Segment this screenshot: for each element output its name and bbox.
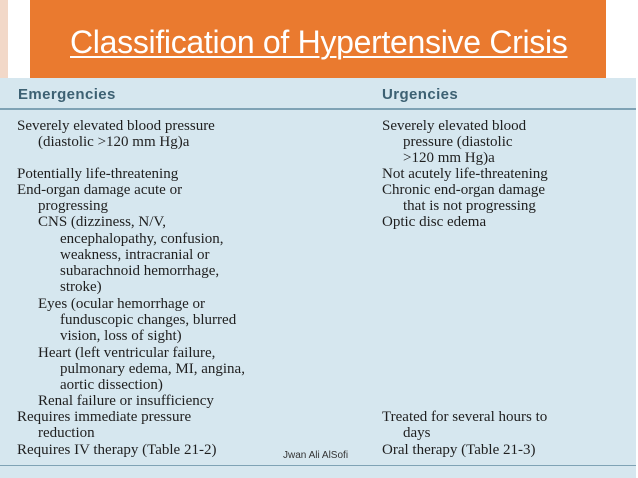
emergency-line: Heart (left ventricular failure, bbox=[38, 345, 216, 361]
table-bottom-divider bbox=[0, 465, 636, 466]
header-divider bbox=[0, 108, 636, 110]
emergency-line: stroke) bbox=[60, 279, 102, 295]
urgency-line: >120 mm Hg)a bbox=[403, 150, 495, 166]
slide-title: Classification of Hypertensive Crisis bbox=[70, 24, 568, 60]
urgency-line: that is not progressing bbox=[403, 198, 536, 214]
urgency-line: Oral therapy (Table 21-3) bbox=[382, 442, 536, 458]
header-emergencies: Emergencies bbox=[18, 86, 116, 103]
emergency-line: aortic dissection) bbox=[60, 377, 163, 393]
emergency-line: progressing bbox=[38, 198, 108, 214]
emergency-line: funduscopic changes, blurred bbox=[60, 312, 237, 328]
left-accent-bar bbox=[0, 0, 8, 78]
emergency-line: End-organ damage acute or bbox=[17, 182, 183, 198]
emergency-line: Severely elevated blood pressure bbox=[17, 118, 215, 134]
title-banner bbox=[30, 0, 606, 78]
urgency-line: days bbox=[403, 425, 431, 441]
emergency-line: reduction bbox=[38, 425, 95, 441]
emergency-line: encephalopathy, confusion, bbox=[60, 231, 224, 247]
emergency-line: Eyes (ocular hemorrhage or bbox=[38, 296, 206, 312]
emergency-line: Potentially life-threatening bbox=[17, 166, 179, 182]
urgency-line: pressure (diastolic bbox=[403, 134, 513, 150]
author-footer: Jwan Ali AlSofi bbox=[283, 450, 349, 461]
urgency-line: Optic disc edema bbox=[382, 214, 487, 230]
urgency-line: Not acutely life-threatening bbox=[382, 166, 548, 182]
emergency-line: pulmonary edema, MI, angina, bbox=[60, 361, 245, 377]
emergency-line: weakness, intracranial or bbox=[60, 247, 210, 263]
emergency-line: CNS (dizziness, N/V, bbox=[38, 214, 167, 230]
header-urgencies: Urgencies bbox=[382, 86, 459, 103]
urgency-line: Treated for several hours to bbox=[382, 409, 548, 425]
emergency-line: Requires immediate pressure bbox=[17, 409, 192, 425]
urgency-line: Severely elevated blood bbox=[382, 118, 527, 134]
urgency-line: Chronic end-organ damage bbox=[382, 182, 546, 198]
emergency-line: Requires IV therapy (Table 21-2) bbox=[17, 442, 217, 458]
emergency-line: vision, loss of sight) bbox=[60, 328, 182, 344]
emergency-line: subarachnoid hemorrhage, bbox=[60, 263, 220, 279]
emergency-line: (diastolic >120 mm Hg)a bbox=[38, 134, 190, 150]
emergency-line: Renal failure or insufficiency bbox=[38, 393, 214, 409]
